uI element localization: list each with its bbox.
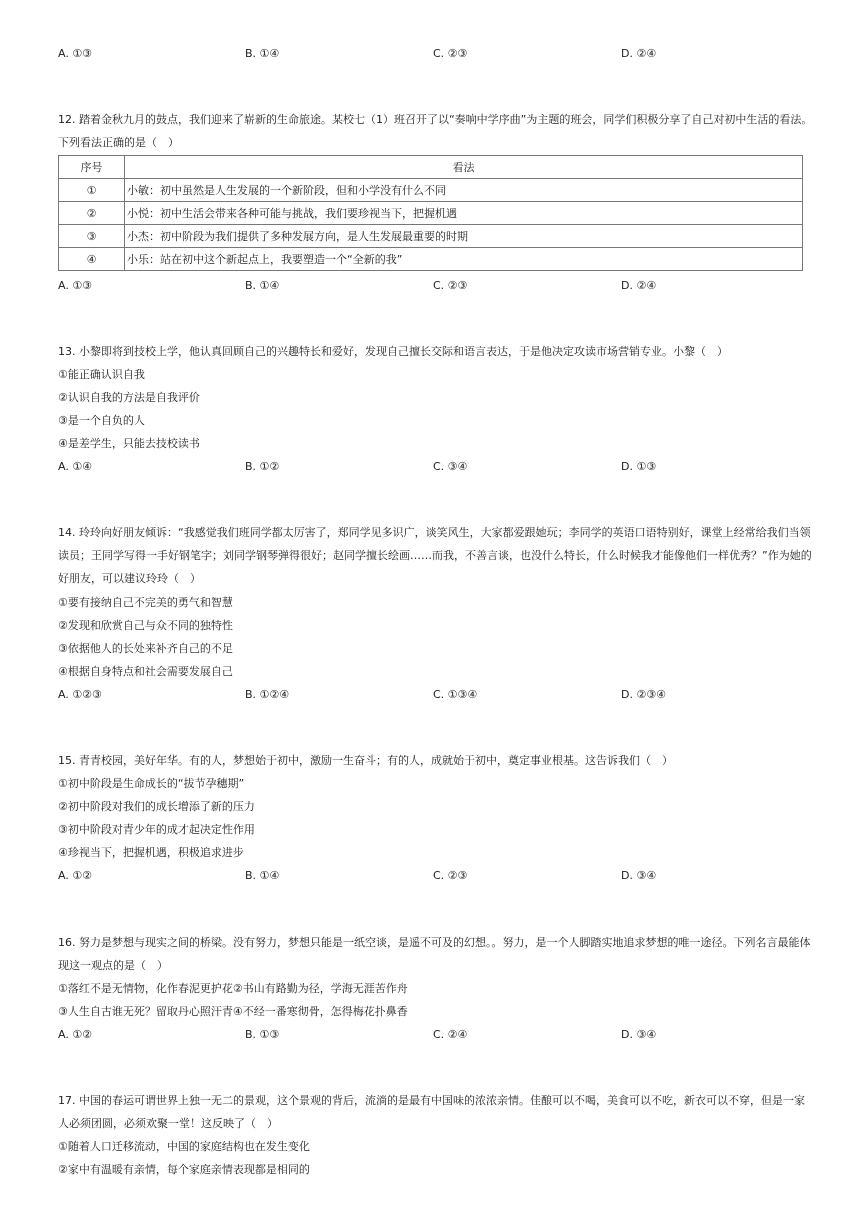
q14-item-1: ①要有接纳自己不完美的勇气和智慧 [58, 596, 233, 609]
q16-option-d: D. ③④ [621, 1028, 657, 1041]
q17-item-2: ②家中有温暖有亲情，每个家庭亲情表现都是相同的 [58, 1163, 310, 1176]
q14-item-3: ③依据他人的长处来补齐自己的不足 [58, 642, 233, 655]
q13-option-d: D. ①③ [621, 460, 657, 473]
q14-option-d: D. ②③④ [621, 688, 667, 701]
q11-option-a: A. ①③ [58, 47, 93, 60]
q12-option-d: D. ②④ [621, 279, 657, 292]
q15-item-4: ④珍视当下，把握机遇，积极追求进步 [58, 846, 244, 859]
table-cell-view: 小乐：站在初中这个新起点上，我要塑造一个“全新的我” [125, 248, 803, 271]
q13-item-2: ②认识自我的方法是自我评价 [58, 391, 200, 404]
table-header-view: 看法 [125, 156, 803, 179]
q16-option-c: C. ②④ [433, 1028, 468, 1041]
q14-option-b: B. ①②④ [245, 688, 290, 701]
table-header-row [59, 156, 803, 179]
table-row [59, 248, 803, 271]
table-row [59, 179, 803, 202]
table-cell-number: ① [59, 179, 125, 202]
table-row [59, 225, 803, 248]
table-row [59, 202, 803, 225]
table-cell-number: ③ [59, 225, 125, 248]
q14-stem: 14. 玲玲向好朋友倾诉：“我感觉我们班同学都太厉害了，郑同学见多识广，谈笑风生，大家都爱跟她玩；李同学的英语口语特别好，课堂上经常给我们当领读员；王同学写得一手好钢笔字；刘同学钢琴弹得很好；赵同学擅长绘画……而我，不善言谈，也没什么特长，什么时候我才能像他们一样优秀？”作为她的好朋友，可以建议玲玲（ ） [58, 526, 812, 585]
q16-item-2: ③人生自古谁无死？留取丹心照汗青④不经一番寒彻骨，怎得梅花扑鼻香 [58, 1005, 408, 1018]
q15-item-2: ②初中阶段对我们的成长增添了新的压力 [58, 800, 255, 813]
table-cell-view: 小杰：初中阶段为我们提供了多种发展方向，是人生发展最重要的时期 [125, 225, 803, 248]
q14-item-4: ④根据自身特点和社会需要发展自己 [58, 665, 233, 678]
q15-option-a: A. ①② [58, 869, 93, 882]
q15-option-c: C. ②③ [433, 869, 468, 882]
q16-options [58, 1028, 818, 1042]
q16-item-1: ①落红不是无情物，化作春泥更护花②书山有路勤为径，学海无涯苦作舟 [58, 982, 408, 995]
q13-item-3: ③是一个自负的人 [58, 414, 145, 427]
q12-options [58, 279, 818, 293]
q13-item-4: ④是差学生，只能去技校读书 [58, 437, 200, 450]
q13-option-a: A. ①④ [58, 460, 93, 473]
q17-stem: 17. 中国的春运可谓世界上独一无二的景观，这个景观的背后，流淌的是最有中国味的浓浓亲情。佳酿可以不喝，美食可以不吃，新衣可以不穿，但是一家人必须团圆，必须欢聚一堂！这反映了（ ） [58, 1094, 805, 1130]
q14-options [58, 688, 818, 702]
q16-option-b: B. ①③ [245, 1028, 280, 1041]
q17-item-1: ①随着人口迁移流动，中国的家庭结构也在发生变化 [58, 1140, 310, 1153]
table-cell-view: 小悦：初中生活会带来各种可能与挑战，我们要珍视当下，把握机遇 [125, 202, 803, 225]
q11-option-d: D. ②④ [621, 47, 657, 60]
q15-option-b: B. ①④ [245, 869, 280, 882]
q14-option-a: A. ①②③ [58, 688, 102, 701]
q12-option-c: C. ②③ [433, 279, 468, 292]
q12-option-b: B. ①④ [245, 279, 280, 292]
q15-stem: 15. 青青校园，美好年华。有的人，梦想始于初中，激励一生奋斗；有的人，成就始于初中，奠定事业根基。这告诉我们（ ） [58, 754, 673, 767]
q14-option-c: C. ①③④ [433, 688, 478, 701]
q13-option-b: B. ①② [245, 460, 280, 473]
q13-item-1: ①能正确认识自我 [58, 368, 145, 381]
q15-item-3: ③初中阶段对青少年的成才起决定性作用 [58, 823, 255, 836]
q15-options [58, 869, 818, 883]
q16-option-a: A. ①② [58, 1028, 93, 1041]
q13-option-c: C. ③④ [433, 460, 468, 473]
q16-stem: 16. 努力是梦想与现实之间的桥梁。没有努力，梦想只能是一纸空谈，是遥不可及的幻想。。努力，是一个人脚踏实地追求梦想的唯一途径。下列名言最能体现这一观点的是（ ） [58, 936, 811, 972]
table-cell-number: ④ [59, 248, 125, 271]
q15-option-d: D. ③④ [621, 869, 657, 882]
q12-option-a: A. ①③ [58, 279, 93, 292]
q14-item-2: ②发现和欣赏自己与众不同的独特性 [58, 619, 233, 632]
q12-stem: 12. 踏着金秋九月的鼓点，我们迎来了崭新的生命旅途。某校七（1）班召开了以“奏响中学序曲”为主题的班会，同学们积极分享了自己对初中生活的看法。下列看法正确的是（ ） [58, 113, 813, 149]
table-header-number: 序号 [59, 156, 125, 179]
q11-option-c: C. ②③ [433, 47, 468, 60]
q15-item-1: ①初中阶段是生命成长的“拔节孕穗期” [58, 777, 245, 790]
q11-option-b: B. ①④ [245, 47, 280, 60]
q13-stem: 13. 小黎即将到技校上学，他认真回顾自己的兴趣特长和爱好，发现自己擅长交际和语言表达，于是他决定攻读市场营销专业。小黎（ ） [58, 345, 728, 358]
table-cell-number: ② [59, 202, 125, 225]
q13-options [58, 460, 818, 474]
q12-views-table [58, 155, 803, 271]
q11-options [58, 47, 818, 61]
table-cell-view: 小敏：初中虽然是人生发展的一个新阶段，但和小学没有什么不同 [125, 179, 803, 202]
